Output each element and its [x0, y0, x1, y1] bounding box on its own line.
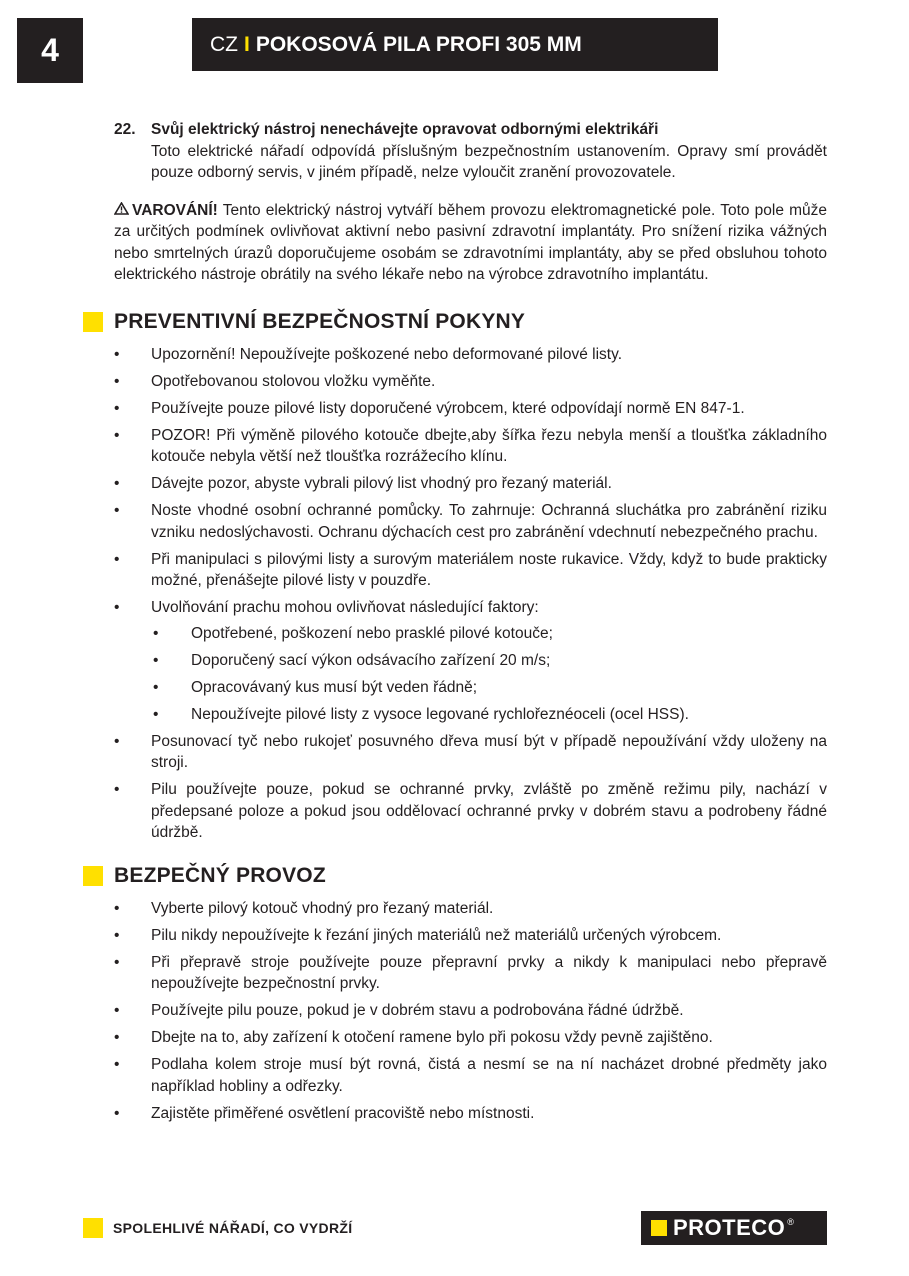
list-item: • Vyberte pilový kotouč vhodný pro řezaný materiál. [114, 898, 827, 920]
logo-square-icon [651, 1220, 667, 1236]
heading-square-icon [83, 312, 103, 332]
preventive-list [114, 344, 827, 844]
list-item: • Při přepravě stroje používejte pouze přepravní prvky a nikdy k manipulaci nebo přepravě nepoužívejte bezpečnostní prvky. [114, 952, 827, 995]
list-item: • Podlaha kolem stroje musí být rovná, čistá a nesmí se na ní nacházet drobné předměty jako například hobliny a odřezky. [114, 1054, 827, 1097]
item-title: Svůj elektrický nástroj nenechávejte opravovat odbornými elektrikáři [151, 121, 659, 138]
sub-list-item: • Opracovávaný kus musí být veden řádně; [151, 677, 827, 699]
item-text: Toto elektrické nářadí odpovídá příslušným bezpečnostním ustanovením. Opravy smí provádět pouze odborný servis, v jiném případě, nelze vyloučit zranění provozovatele. [151, 142, 827, 181]
document-title: POKOSOVÁ PILA PROFI 305 MM [255, 32, 582, 56]
numbered-item-22 [114, 119, 827, 184]
heading-square-icon [83, 866, 103, 886]
list-item: • Posunovací tyč nebo rukojeť posuvného dřeva musí být v případě nepoužívání vždy uloženy na stroji. [114, 731, 827, 774]
header-bar [192, 18, 718, 71]
section-heading-preventive [114, 308, 827, 336]
footer-square-icon [83, 1218, 103, 1238]
page-number: 4 [17, 18, 83, 83]
list-item: • Pilu nikdy nepoužívejte k řezání jiných materiálů než materiálů určených výrobcem. [114, 925, 827, 947]
sub-list-item: • Doporučený sací výkon odsávacího zařízení 20 m/s; [151, 650, 827, 672]
section-title: PREVENTIVNÍ BEZPEČNOSTNÍ POKYNY [114, 309, 526, 333]
sub-list-item: • Opotřebené, poškození nebo prasklé pilové kotouče; [151, 623, 827, 645]
list-item-with-sublist [114, 597, 827, 725]
warning-triangle-icon [114, 200, 132, 222]
list-item: • Zajistěte přiměřené osvětlení pracoviště nebo místnosti. [114, 1103, 827, 1125]
list-item: • Pilu používejte pouze, pokud se ochranné prvky, zvláště po změně režimu pily, nachází v předepsané poloze a pokud jsou oddělovací ochranné prvky v dobrém stavu a podrobeny řádné údržbě. [114, 779, 827, 844]
sub-list [151, 623, 827, 726]
warning-paragraph [114, 200, 827, 286]
list-item: • Při manipulaci s pilovými listy a surovým materiálem noste rukavice. Vždy, když to bude prakticky možné, přenášejte pilové listy v pouzdře. [114, 549, 827, 592]
list-item: • Noste vhodné osobní ochranné pomůcky. To zahrnuje: Ochranná sluchátka pro zabránění riziku vzniku nedoslýchavosti. Ochranu dýchacích cest pro zabránění vdechnutí nebezpečného prachu. [114, 500, 827, 543]
logo-text: PROTECO [673, 1215, 786, 1240]
list-item: • Používejte pilu pouze, pokud je v dobrém stavu a podrobována řádné údržbě. [114, 1000, 827, 1022]
registered-mark: ® [787, 1217, 794, 1227]
list-item-text: Uvolňování prachu mohou ovlivňovat následující faktory: [151, 599, 539, 616]
list-item: • Dbejte na to, aby zařízení k otočení ramene bylo při pokosu vždy pevně zajištěno. [114, 1027, 827, 1049]
main-content [114, 119, 827, 1130]
warning-label: VAROVÁNÍ! [132, 201, 218, 219]
list-item: • Opotřebovanou stolovou vložku vyměňte. [114, 371, 827, 393]
header-separator: I [244, 32, 250, 56]
language-code: CZ [210, 32, 238, 56]
list-item: • Upozornění! Nepoužívejte poškozené nebo deformované pilové listy. [114, 344, 827, 366]
proteco-logo [641, 1211, 827, 1245]
section-heading-safe-operation [114, 862, 827, 890]
safe-operation-list [114, 898, 827, 1125]
list-item: • Používejte pouze pilové listy doporučené výrobcem, které odpovídají normě EN 847-1. [114, 398, 827, 420]
warning-text: Tento elektrický nástroj vytváří během provozu elektromagnetické pole. Toto pole může za určitých podmínek ovlivňovat aktivní nebo pasivní zdravotní implantáty. Pro snížení rizika vážných nebo smrtelných úrazů doporučujeme osobám se zdravotními implantáty, aby se před obsluhou tohoto elektrického nástroje obrátily na svého lékaře nebo na výrobce zdravotního implantátu. [114, 201, 828, 283]
footer-slogan: SPOLEHLIVÉ NÁŘADÍ, CO VYDRŽÍ [113, 1220, 353, 1236]
sub-list-item: • Nepoužívejte pilové listy z vysoce legované rychlořeznéoceli (ocel HSS). [151, 704, 827, 726]
list-item: • POZOR! Při výměně pilového kotouče dbejte,aby šířka řezu nebyla menší a tloušťka základního kotouče nebyla větší než tloušťka rozrážecího klínu. [114, 425, 827, 468]
section-title: BEZPEČNÝ PROVOZ [114, 863, 326, 887]
item-number: 22. [114, 121, 136, 138]
list-item: • Dávejte pozor, abyste vybrali pilový list vhodný pro řezaný materiál. [114, 473, 827, 495]
